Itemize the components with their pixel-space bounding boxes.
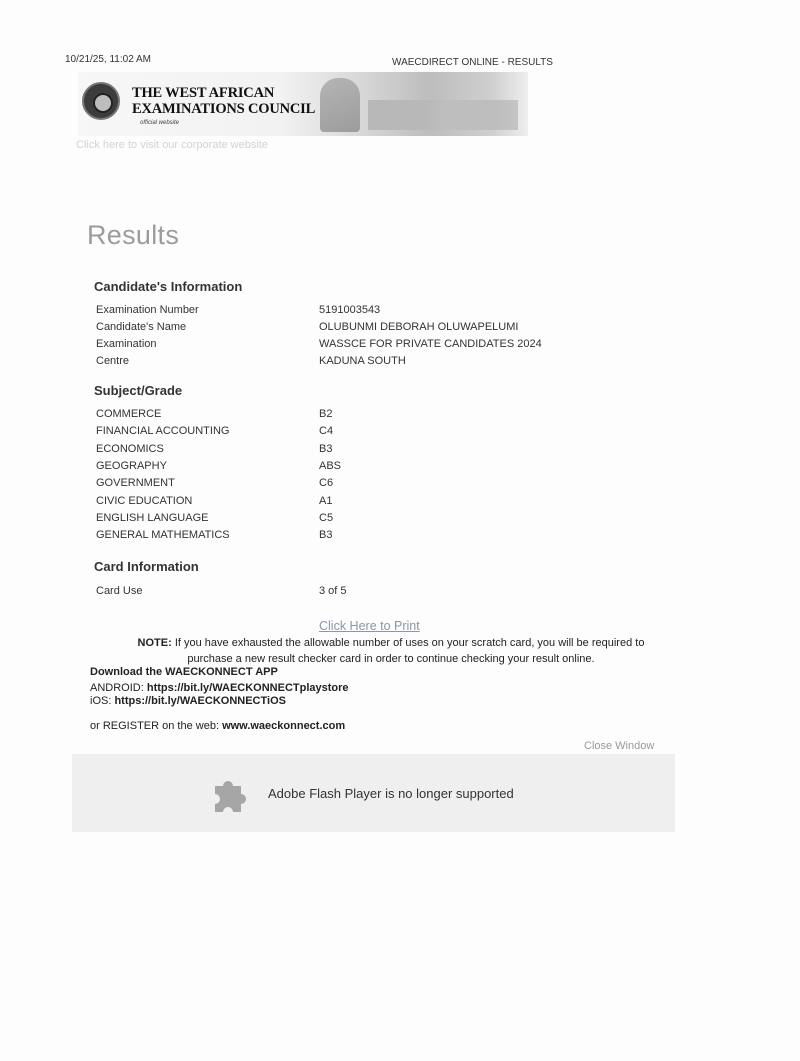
subject-grade-row: [96, 495, 656, 512]
subject-grade-row: [96, 460, 656, 477]
subject-name: GEOGRAPHY: [96, 459, 167, 472]
ios-label: iOS:: [90, 695, 115, 707]
candidate-info-value: OLUBUNMI DEBORAH OLUWAPELUMI: [319, 321, 519, 333]
close-window-button[interactable]: Close Window: [584, 740, 655, 752]
register-web: [90, 720, 345, 732]
card-use-row: [96, 585, 656, 602]
flash-unsupported-message: Adobe Flash Player is no longer supported: [268, 786, 514, 801]
candidate-info-value: KADUNA SOUTH: [319, 355, 406, 367]
banner-tagline: official website: [140, 120, 180, 126]
subject-grade: B3: [319, 529, 333, 542]
print-date-time: 10/21/25, 11:02 AM: [65, 54, 151, 65]
subject-name: GOVERNMENT: [96, 477, 175, 490]
candidate-info-title: Candidate's Information: [94, 279, 243, 294]
subject-name: ENGLISH LANGUAGE: [96, 511, 209, 524]
android-download: [90, 682, 349, 694]
council-name: [132, 85, 315, 117]
subject-grade-row: [96, 512, 656, 529]
subject-grade-row: [96, 477, 656, 494]
subject-grade: A1: [319, 494, 333, 507]
note-line2: purchase a new result checker card in order to continue checking your result online.: [187, 653, 595, 665]
download-app-heading: Download the WAECKONNECT APP: [90, 666, 278, 678]
ios-download: [90, 695, 286, 707]
note-prefix: NOTE:: [137, 637, 172, 649]
subject-grade: B2: [319, 408, 333, 420]
subject-grade-row: [96, 529, 656, 546]
waec-seal-icon: [82, 82, 120, 120]
subject-name: FINANCIAL ACCOUNTING: [96, 425, 230, 438]
candidate-info-label: Examination Number: [96, 304, 199, 316]
candidate-info-row: [96, 304, 656, 321]
android-link[interactable]: https://bit.ly/WAECKONNECTplaystore: [146, 682, 349, 694]
subject-grade: C4: [319, 425, 334, 438]
candidate-info-row: [96, 355, 656, 372]
council-name-line1: THE WEST AFRICAN: [132, 85, 275, 101]
scratch-card-note: [96, 635, 686, 667]
card-use-label: Card Use: [96, 585, 143, 597]
subject-grade-title: Subject/Grade: [94, 383, 183, 398]
register-link[interactable]: www.waeckonnect.com: [222, 720, 346, 732]
subject-name: COMMERCE: [96, 408, 162, 420]
card-info-title: Card Information: [94, 559, 199, 574]
subject-grade-row: [96, 408, 656, 425]
corporate-website-link[interactable]: Click here to visit our corporate website: [76, 139, 268, 151]
subject-name: GENERAL MATHEMATICS: [96, 529, 230, 542]
puzzle-piece-icon: [209, 772, 253, 816]
candidate-info-label: Examination: [96, 338, 157, 350]
waec-banner: [78, 72, 528, 136]
android-label: ANDROID:: [90, 682, 147, 694]
candidate-info-row: [96, 338, 656, 355]
print-button[interactable]: Click Here to Print: [319, 619, 420, 633]
candidate-info-value: WASSCE FOR PRIVATE CANDIDATES 2024: [319, 338, 542, 350]
subject-grade: C6: [319, 477, 334, 490]
subject-grade: C5: [319, 511, 334, 524]
print-page-title: WAECDIRECT ONLINE - RESULTS: [392, 57, 553, 68]
subject-name: ECONOMICS: [96, 442, 164, 455]
candidate-info-row: [96, 321, 656, 338]
note-line1: If you have exhausted the allowable number of uses on your scratch card, you will be required to: [171, 637, 645, 649]
subject-name: CIVIC EDUCATION: [96, 494, 193, 507]
candidate-info-value: 5191003543: [319, 304, 381, 316]
card-use-value: 3 of 5: [319, 585, 347, 597]
subject-grade-row: [96, 425, 656, 442]
subject-grade-row: [96, 443, 656, 460]
candidate-info-label: Candidate's Name: [96, 321, 187, 333]
candidate-info-label: Centre: [96, 355, 130, 367]
register-label: or REGISTER on the web:: [90, 720, 223, 732]
subject-grade: ABS: [319, 459, 342, 472]
council-name-line2: EXAMINATIONS COUNCIL: [132, 101, 316, 117]
ios-link[interactable]: https://bit.ly/WAECKONNECTiOS: [114, 695, 286, 707]
page-title: Results: [87, 220, 180, 250]
subject-grade: B3: [319, 442, 333, 455]
flash-plugin-placeholder: [72, 754, 675, 832]
banner-photo: [320, 78, 360, 132]
banner-photo-desk: [368, 100, 518, 130]
